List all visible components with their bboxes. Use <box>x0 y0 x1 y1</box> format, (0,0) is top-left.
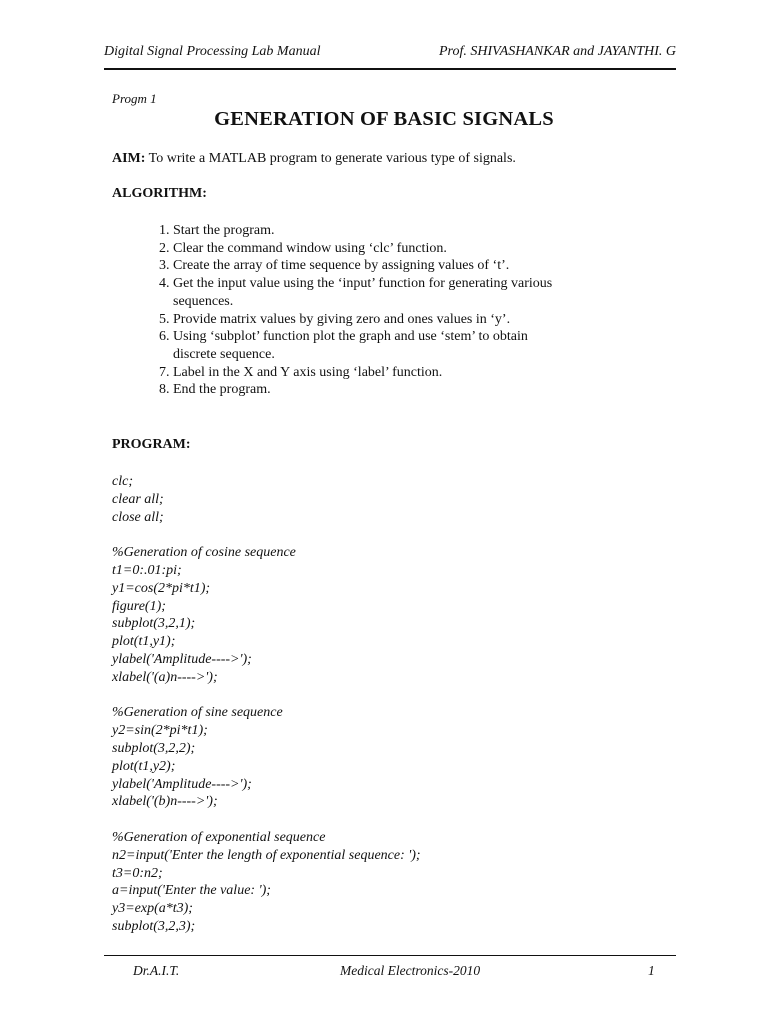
aim-text: To write a MATLAB program to generate various type of signals. <box>145 151 516 166</box>
code-line: %Generation of exponential sequence <box>112 829 326 845</box>
algorithm-step: 8. End the program. <box>173 381 573 399</box>
code-line: n2=input('Enter the length of exponential sequence: '); <box>112 847 421 863</box>
footer-institution: Dr.A.I.T. <box>133 963 180 978</box>
algorithm-step: 7. Label in the X and Y axis using ‘label’ function. <box>173 364 573 382</box>
footer-divider <box>104 955 676 956</box>
code-line: plot(t1,y2); <box>112 758 176 774</box>
code-line: clc; <box>112 474 133 489</box>
page-header <box>104 44 676 64</box>
aim-label: AIM: <box>112 151 146 166</box>
algorithm-step: 6. Using ‘subplot’ function plot the graph and use ‘stem’ to obtain discrete sequence. <box>173 328 573 363</box>
code-line: xlabel('(b)n---->'); <box>112 794 218 810</box>
code-line: close all; <box>112 509 164 525</box>
code-line: figure(1); <box>112 598 166 614</box>
code-line: subplot(3,2,2); <box>112 740 196 756</box>
header-divider <box>104 68 676 70</box>
aim-paragraph <box>112 151 516 167</box>
code-line: t1=0:.01:pi; <box>112 562 182 578</box>
code-line: %Generation of sine sequence <box>112 705 283 721</box>
algorithm-step: 4. Get the input value using the ‘input’ function for generating various sequences. <box>173 275 573 310</box>
code-line: y3=exp(a*t3); <box>112 901 193 917</box>
page-number: 1 <box>648 963 655 978</box>
code-blank-line <box>112 687 421 705</box>
algorithm-step: 5. Provide matrix values by giving zero and ones values in ‘y’. <box>173 311 573 329</box>
code-line: t3=0:n2; <box>112 865 163 881</box>
code-line: y1=cos(2*pi*t1); <box>112 580 211 596</box>
code-listing <box>112 473 421 936</box>
code-line: ylabel('Amplitude---->'); <box>112 776 252 792</box>
algorithm-step: 1. Start the program. <box>173 222 573 240</box>
algorithm-step: 3. Create the array of time sequence by assigning values of ‘t’. <box>173 257 573 275</box>
program-heading: PROGRAM: <box>112 437 191 452</box>
footer-department: Medical Electronics-2010 <box>340 963 481 978</box>
code-line: %Generation of cosine sequence <box>112 545 296 561</box>
code-blank-line <box>112 811 421 829</box>
code-line: a=input('Enter the value: '); <box>112 883 271 899</box>
algorithm-step: 2. Clear the command window using ‘clc’ function. <box>173 240 573 258</box>
page-title: GENERATION OF BASIC SIGNALS <box>214 108 554 130</box>
program-number-label: Progm 1 <box>112 91 157 106</box>
header-manual-title: Digital Signal Processing Lab Manual <box>104 44 321 59</box>
code-line: subplot(3,2,1); <box>112 616 196 632</box>
header-authors: Prof. SHIVASHANKAR and JAYANTHI. G <box>438 44 676 59</box>
code-line: ylabel('Amplitude---->'); <box>112 651 252 667</box>
algorithm-steps-list <box>118 222 573 399</box>
code-line: y2=sin(2*pi*t1); <box>112 723 208 739</box>
code-line: subplot(3,2,3); <box>112 918 196 934</box>
algorithm-heading: ALGORITHM: <box>112 186 207 201</box>
code-line: clear all; <box>112 491 164 507</box>
code-line: plot(t1,y1); <box>112 634 176 650</box>
code-line: xlabel('(a)n---->'); <box>112 669 218 685</box>
code-blank-line <box>112 526 421 544</box>
